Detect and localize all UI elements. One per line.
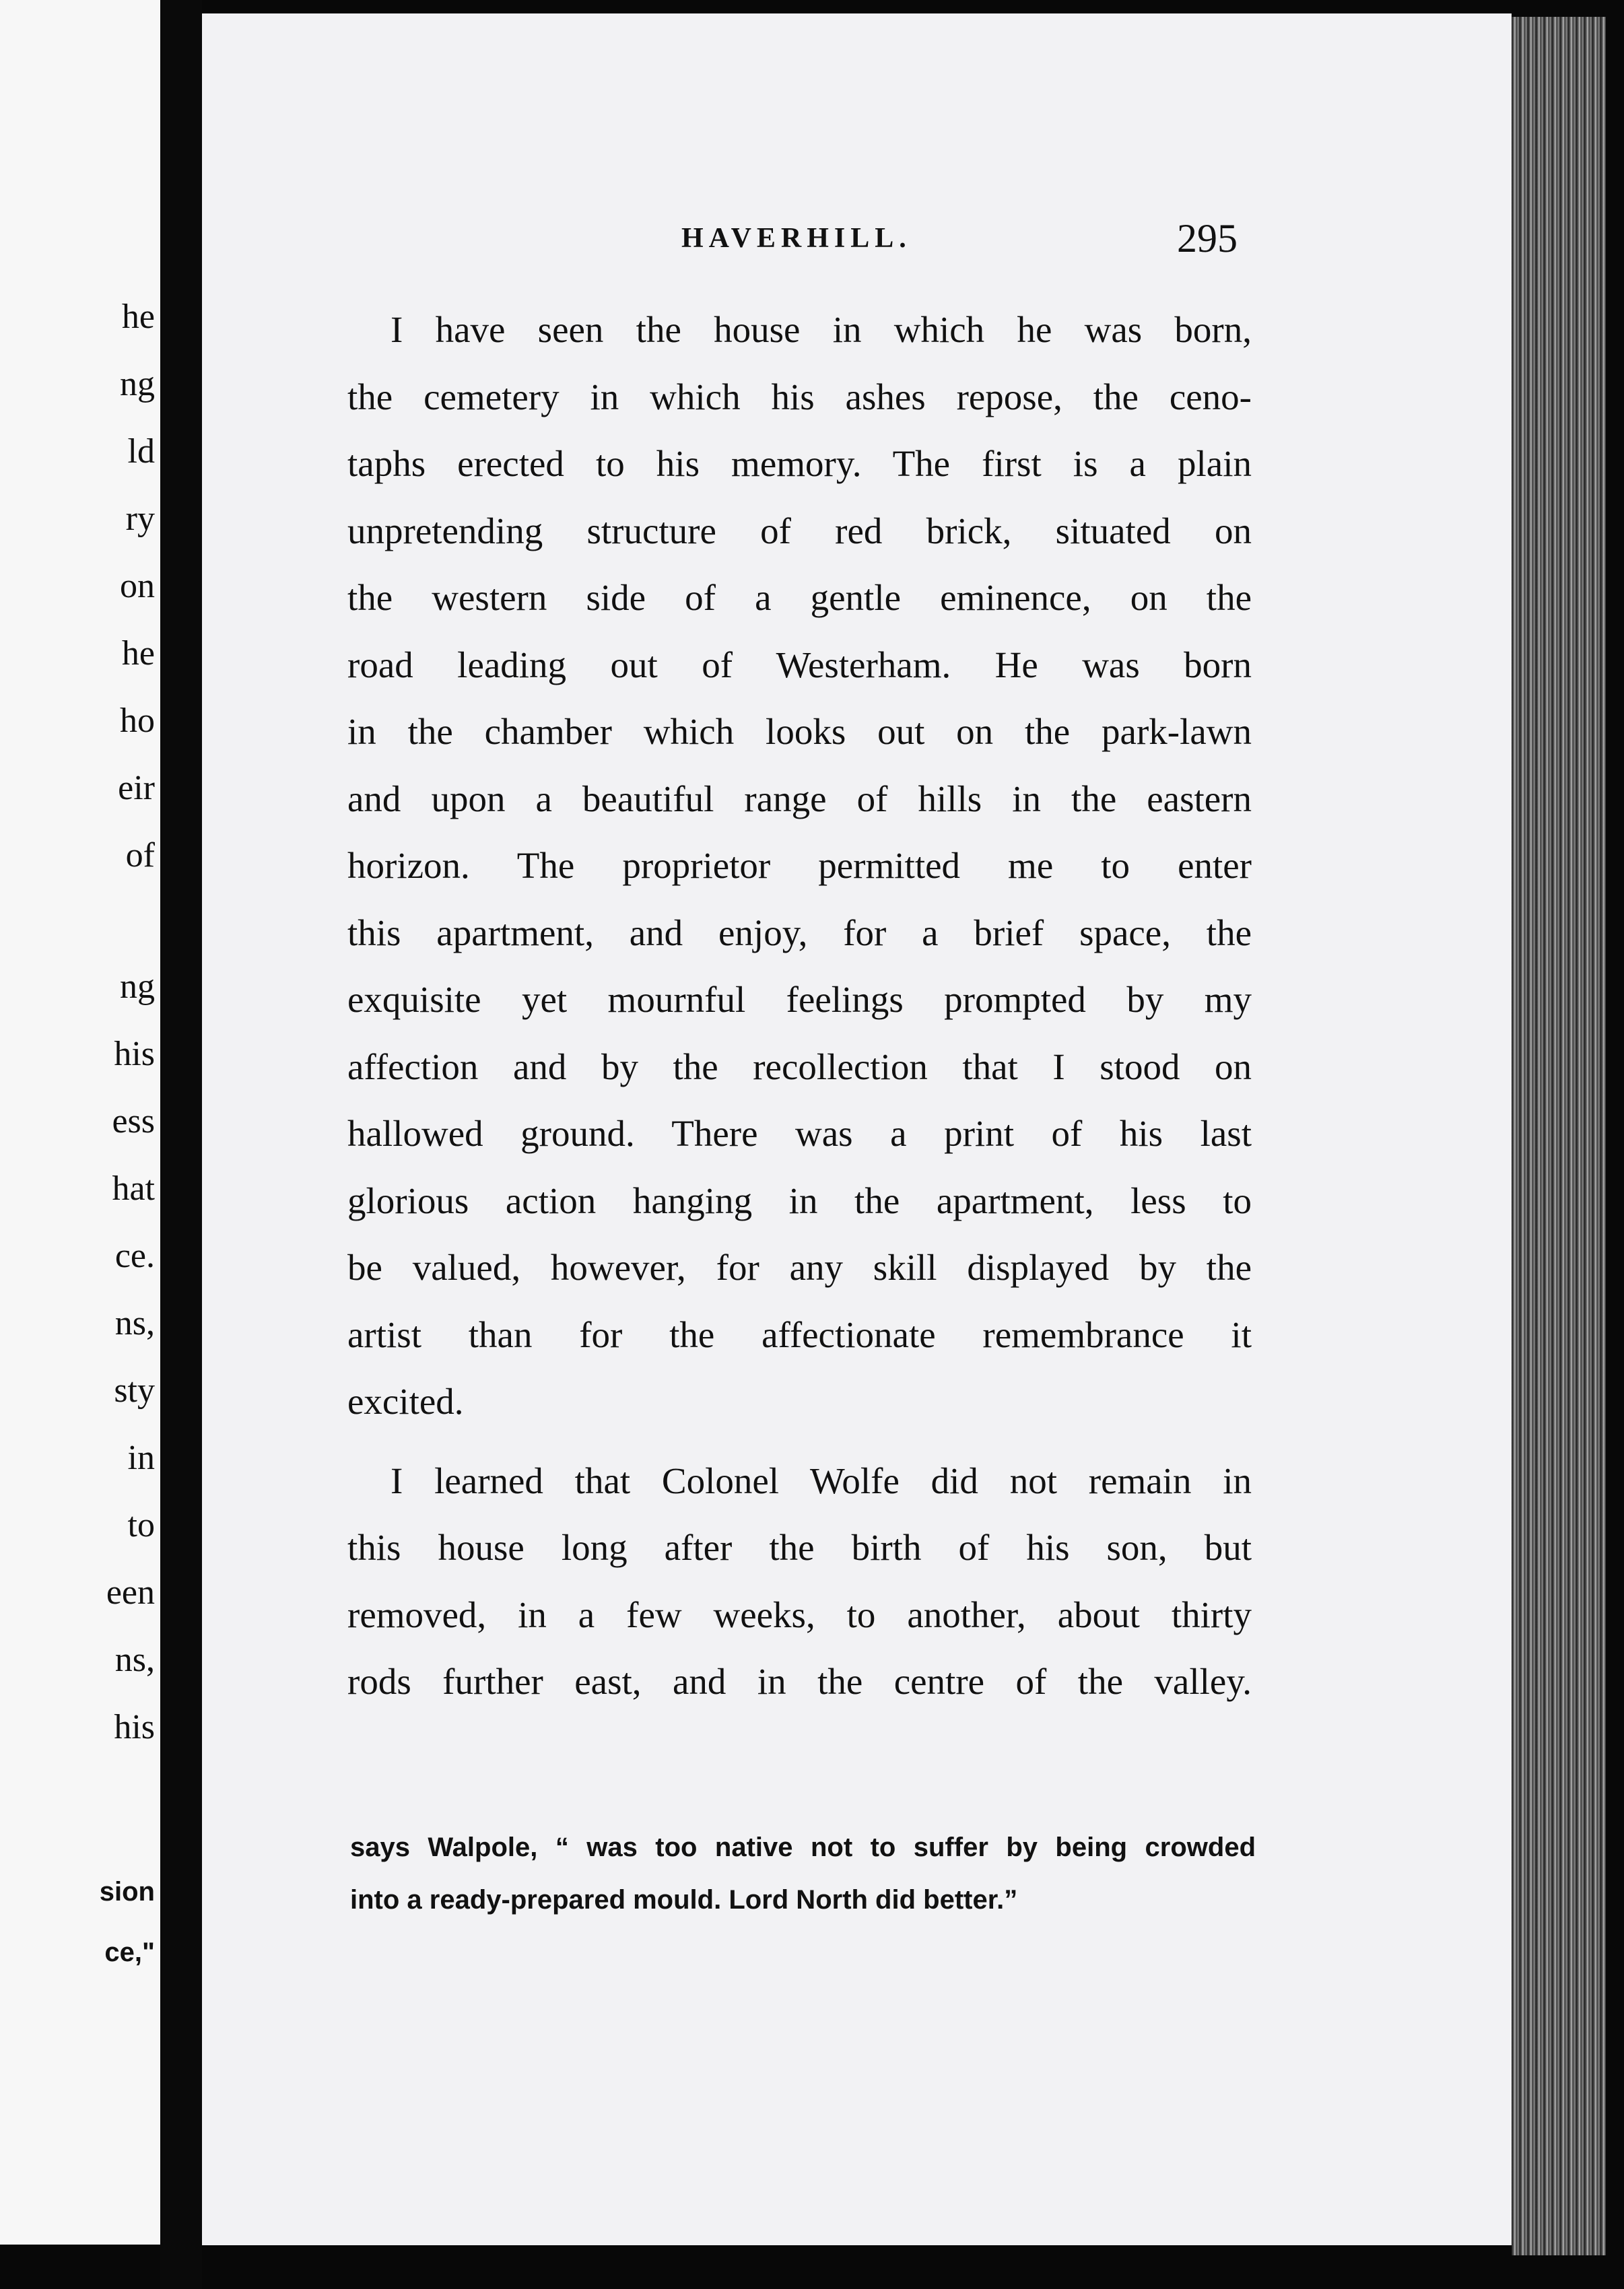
text-line: hallowed ground. There was a print of his last — [347, 1113, 1252, 1154]
text-line: and upon a beautiful range of hills in the eastern — [347, 778, 1252, 819]
running-head: HAVERHILL. — [681, 223, 912, 254]
facing-page — [0, 0, 160, 2245]
facing-page-fragment: ns, — [114, 1304, 155, 1342]
facing-page-fragment: hat — [112, 1169, 155, 1208]
paragraph — [347, 1447, 1252, 1715]
facing-page-fragment: eir — [118, 769, 155, 807]
text-line: this apartment, and enjoy, for a brief space, the — [347, 912, 1252, 953]
facing-page-fragment: ess — [112, 1102, 155, 1140]
facing-page-fragment: of — [125, 836, 155, 875]
text-line: in the chamber which looks out on the park-lawn — [347, 711, 1252, 752]
footnote — [350, 1821, 1256, 1926]
footnote-line: into a ready-prepared mould. Lord North did better.” — [350, 1885, 1018, 1915]
text-line: unpretending structure of red brick, situated on — [347, 510, 1252, 551]
facing-page-fragment: een — [106, 1573, 155, 1612]
facing-page-fragment: to — [127, 1506, 155, 1544]
facing-page-fragment: on — [120, 567, 155, 605]
text-line: affection and by the recollection that I stood on — [347, 1046, 1252, 1087]
facing-page-fragment: he — [121, 298, 155, 336]
body-text — [347, 296, 1252, 1715]
text-line: I learned that Colonel Wolfe did not remain in — [391, 1460, 1252, 1501]
text-line: artist than for the affectionate remembrance it — [347, 1313, 1252, 1355]
facing-page-fragment: he — [121, 634, 155, 673]
book-gutter — [160, 0, 202, 2289]
facing-page-footnote-fragment: sion — [99, 1877, 155, 1907]
page-header — [202, 215, 1512, 269]
facing-page-fragment: ce. — [114, 1237, 155, 1275]
text-line: horizon. The proprietor permitted me to enter — [347, 845, 1252, 886]
facing-page-fragment: ho — [120, 702, 155, 740]
text-line: be valued, however, for any skill displayed by the — [347, 1247, 1252, 1288]
facing-page-fragment: ng — [120, 365, 155, 403]
facing-page-fragment: his — [114, 1035, 155, 1073]
facing-page-fragment: sty — [114, 1371, 155, 1410]
page-number: 295 — [1177, 216, 1238, 261]
facing-page-footnote-fragment: ce," — [104, 1938, 155, 1967]
facing-page-fragment: in — [127, 1439, 155, 1477]
text-line: I have seen the house in which he was born, — [391, 309, 1252, 350]
text-line: glorious action hanging in the apartment, less to — [347, 1180, 1252, 1221]
text-line: exquisite yet mournful feelings prompted by my — [347, 979, 1252, 1020]
paragraph — [347, 296, 1252, 1435]
facing-page-fragment: ns, — [114, 1641, 155, 1679]
facing-page-fragment: ry — [125, 500, 155, 538]
text-line: the cemetery in which his ashes repose, the ceno- — [347, 376, 1252, 417]
text-line: rods further east, and in the centre of the valley. — [347, 1661, 1252, 1702]
facing-page-fragment: ld — [127, 432, 155, 471]
text-line: the western side of a gentle eminence, on the — [347, 577, 1252, 618]
text-line: removed, in a few weeks, to another, about thirty — [347, 1594, 1252, 1635]
text-line: taphs erected to his memory. The first is a plain — [347, 443, 1252, 484]
text-line: this house long after the birth of his son, but — [347, 1527, 1252, 1568]
text-line: excited. — [347, 1381, 464, 1422]
text-line: road leading out of Westerham. He was born — [347, 644, 1252, 685]
book-page — [202, 13, 1512, 2245]
footnote-line: says Walpole, “ was too native not to suffer by being crowded — [350, 1833, 1256, 1862]
page-edges — [1512, 17, 1606, 2255]
facing-page-fragment: his — [114, 1708, 155, 1746]
facing-page-fragment: ng — [120, 967, 155, 1006]
